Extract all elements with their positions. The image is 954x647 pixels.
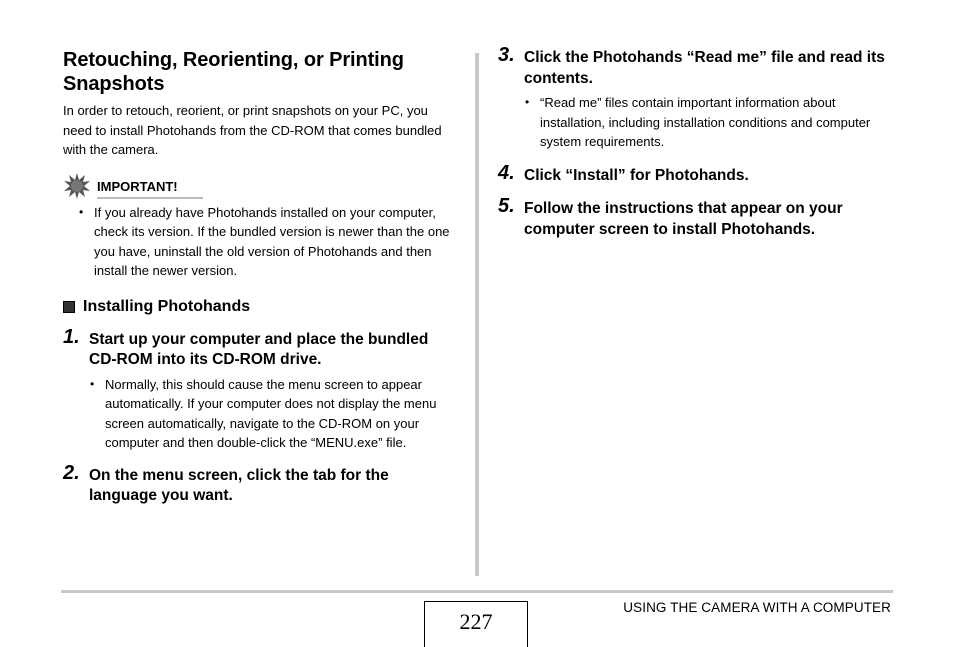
step-number: 2. — [63, 461, 80, 484]
left-column — [63, 48, 458, 507]
important-bullets — [63, 203, 458, 281]
starburst-icon — [63, 172, 91, 200]
bullet-dot: • — [79, 204, 84, 219]
footer-rule — [61, 590, 893, 593]
step-text: Click the Photohands “Read me” file and read its contents. — [524, 49, 885, 87]
step-number: 4. — [498, 161, 515, 184]
bullet-text: If you already have Photohands installed on your computer, check its version. If the bundled version is newer than the one you have, uninstall the old version of Photohands and then install the newer version. — [94, 204, 450, 278]
step-number: 3. — [498, 44, 515, 66]
list-item — [63, 203, 458, 281]
right-column — [498, 44, 893, 240]
step-2 — [63, 461, 458, 507]
step-1 — [63, 325, 458, 453]
step-bullets — [524, 93, 893, 152]
bullet-text: “Read me” files contain important information about installation, including installation conditions and computer system requirements. — [540, 95, 871, 149]
important-header — [63, 175, 458, 199]
step-text: Click “Install” for Photohands. — [524, 166, 749, 184]
step-3 — [498, 44, 893, 152]
page-number: 227 — [424, 601, 528, 647]
subsection-title: Installing Photohands — [83, 297, 251, 315]
important-notice — [63, 175, 458, 281]
bullet-text: Normally, this should cause the menu screen to appear automatically. If your computer does not display the menu screen automatically, navigate to the CD-ROM on your computer and then double-click the “MENU.exe” file. — [105, 376, 437, 450]
subsection-heading — [63, 298, 458, 316]
step-number: 5. — [498, 195, 515, 217]
section-title: Retouching, Reorienting, or Printing Snapshots — [63, 49, 404, 95]
step-text: Follow the instructions that appear on your computer screen to install Photohands. — [524, 200, 843, 238]
important-underline — [97, 197, 203, 199]
bullet-dot: • — [525, 95, 530, 109]
list-item — [524, 93, 893, 152]
chapter-title: USING THE CAMERA WITH A COMPUTER — [623, 600, 891, 615]
step-5 — [498, 195, 893, 240]
list-item — [89, 375, 458, 453]
intro-paragraph: In order to retouch, reorient, or print snapshots on your PC, you need to install Photohands from the CD-ROM that comes bundled with the camera. — [63, 103, 442, 157]
column-divider — [475, 53, 479, 576]
important-label: IMPORTANT! — [97, 179, 178, 194]
step-bullets — [89, 375, 458, 453]
step-4 — [498, 161, 893, 187]
step-text: On the menu screen, click the tab for the language you want. — [89, 466, 389, 504]
step-number: 1. — [63, 325, 80, 348]
black-square-icon — [63, 301, 75, 313]
bullet-dot: • — [90, 376, 95, 391]
step-text: Start up your computer and place the bundled CD-ROM into its CD-ROM drive. — [89, 330, 429, 368]
